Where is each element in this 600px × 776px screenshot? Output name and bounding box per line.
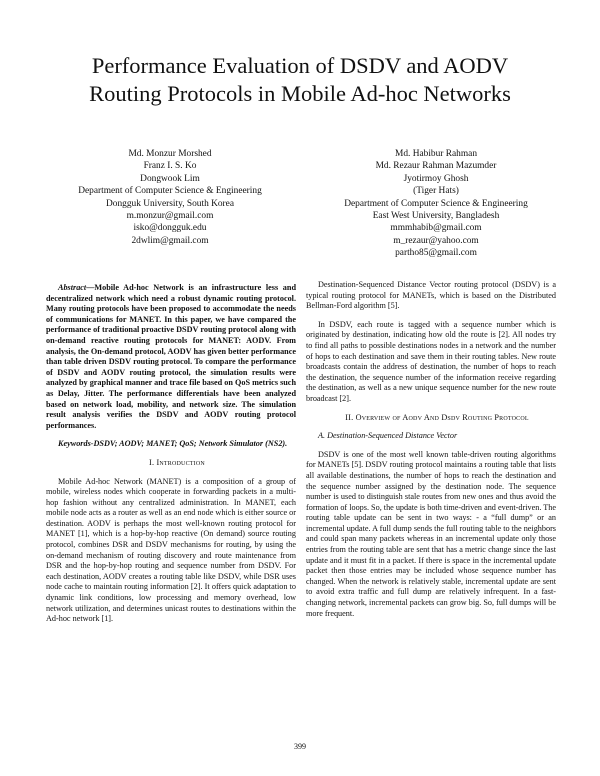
author-name: Md. Monzur Morshed bbox=[128, 149, 212, 159]
section-heading-overview: II. Overview of Aodv And Dsdv Routing Protocol bbox=[345, 412, 529, 422]
section-heading-introduction: I. Introduction bbox=[149, 457, 205, 467]
keywords: Keywords-DSDV; AODV; MANET; QoS; Network Simulator (NS2). bbox=[58, 439, 288, 449]
author-email: isko@dongguk.edu bbox=[133, 223, 207, 234]
left-column bbox=[46, 283, 296, 633]
body-paragraph: In DSDV, each route is tagged with a sequence number which is originated by destination, indicating how old the route is [2]. All nodes try to find all paths to possible destinations nodes in a network and the number of hops to each destination and save them in their routing tables. New route broadcasts contain the address of destination, the number of hops to reach the destination, the sequence number of the information receive regarding the destination, as well as a new unique sequence number for the new route broadcast [2]. bbox=[306, 319, 556, 403]
page-number: 399 bbox=[294, 742, 306, 751]
author-email: mmmhabib@gmail.com bbox=[390, 223, 482, 234]
author-affiliation: Dongguk University, South Korea bbox=[105, 198, 235, 209]
body-paragraph: Destination-Sequenced Distance Vector routing protocol (DSDV) is a typical routing protocol for MANETs, which is based on the Distributed Bellman-Ford algorithm [5]. bbox=[306, 280, 556, 311]
author-department: Department of Computer Science & Engineering bbox=[78, 186, 262, 197]
abstract-label: Abstract bbox=[58, 283, 87, 292]
author-email: m_rezaur@yahoo.com bbox=[393, 235, 479, 246]
abstract-text: —Mobile Ad-hoc Network is an infrastructure less and decentralized network which need a robust dynamic routing protocol. Many routing protocols have been proposed to accommodate the needs of communications for MANET. In this paper, we have compared the performance of traditional proactive DSDV routing protocol along with on-demand reactive routing protocols for MANET: AODV. From analysis, the On-demand protocol, AODV has given better performance than table driven DSDV routing protocol. To compare the performance of DSDV and AODV routing protocol, the simulation results were analyzed by graphical manner and trace file based on QoS metrics such as Delay, Jitter. The performance differentials have been analyzed based on network load, mobility, and network size. The simulation result analysis verifies the DSDV and AODV routing protocol performances. bbox=[46, 283, 296, 430]
title-line-2: Routing Protocols in Mobile Ad-hoc Networks bbox=[89, 81, 511, 106]
author-name: Md. Habibur Rahman bbox=[394, 149, 478, 159]
intro-paragraph: Mobile Ad-hoc Network (MANET) is a composition of a group of mobile, wireless nodes which cooperate in forwarding packets in a multi-hop fashion without any centralized administration. In MANET, each mobile node acts as a router as well as an end node which is either source or destination. AODV is perhaps the most well-known routing protocol for MANET [1], which is a hop-by-hop reactive (On demand) source routing protocol, combines DSR and DSDV mechanisms for routing, by using the on-demand mechanism of routing discovery and route maintenance from DSR and the hop-by-hop routing and sequence number from DSDV. For each destination, AODV creates a routing table like DSDV, while DSR uses node cache to maintain routing information [2]. It offers quick adaptation to dynamic link conditions, low processing and memory overhead, low network utilization, and determines unicast routes to destinations within the Ad-hoc network [1]. bbox=[46, 476, 296, 624]
author-block-right bbox=[306, 148, 566, 260]
author-block-left bbox=[40, 148, 300, 247]
author-department: Department of Computer Science & Engineering bbox=[344, 198, 528, 209]
author-email: 2dwlim@gmail.com bbox=[131, 235, 209, 246]
author-affiliation: East West University, Bangladesh bbox=[372, 211, 500, 222]
author-name: Dongwook Lim bbox=[140, 173, 200, 184]
subsection-heading-dsdv: A. Destination-Sequenced Distance Vector bbox=[318, 431, 458, 441]
title-line-1: Performance Evaluation of DSDV and AODV bbox=[91, 53, 509, 78]
author-name: Jyotirmoy Ghosh bbox=[403, 173, 469, 184]
author-email: m.monzur@gmail.com bbox=[126, 211, 214, 222]
abstract bbox=[46, 283, 296, 431]
author-name: Franz I. S. Ko bbox=[143, 161, 197, 172]
author-email: partho85@gmail.com bbox=[395, 248, 477, 259]
right-column bbox=[306, 280, 556, 627]
author-group: (Tiger Hats) bbox=[413, 186, 459, 197]
body-paragraph: DSDV is one of the most well known table-driven routing algorithms for MANETs [5]. DSDV routing protocol maintains a routing table that lists all available destinations, the number of hops to reach the destination and the sequence number assigned by the destination node. The sequence number is used to distinguish stale routes from new ones and thus avoid the formation of loops. So, the update is both time-driven and event-driven. The routing table update can be sent in two ways: - a “full dump” or an incremental update. A full dump sends the full routing table to the neighbors and could span many packets whereas in an incremental update only those entries from the routing table are sent that has a metric change since the last update and it must fit in a packet. If there is space in the incremental update packet then those entries may be included whose sequence number has changed. When the network is relatively stable, incremental update are sent to avoid extra traffic and full dump are relatively infrequent. In a fast-changing network, incremental packets can grow big. So, full dumps will be more frequent. bbox=[306, 449, 556, 618]
paper-title bbox=[40, 52, 560, 108]
author-name: Md. Rezaur Rahman Mazumder bbox=[375, 161, 497, 172]
